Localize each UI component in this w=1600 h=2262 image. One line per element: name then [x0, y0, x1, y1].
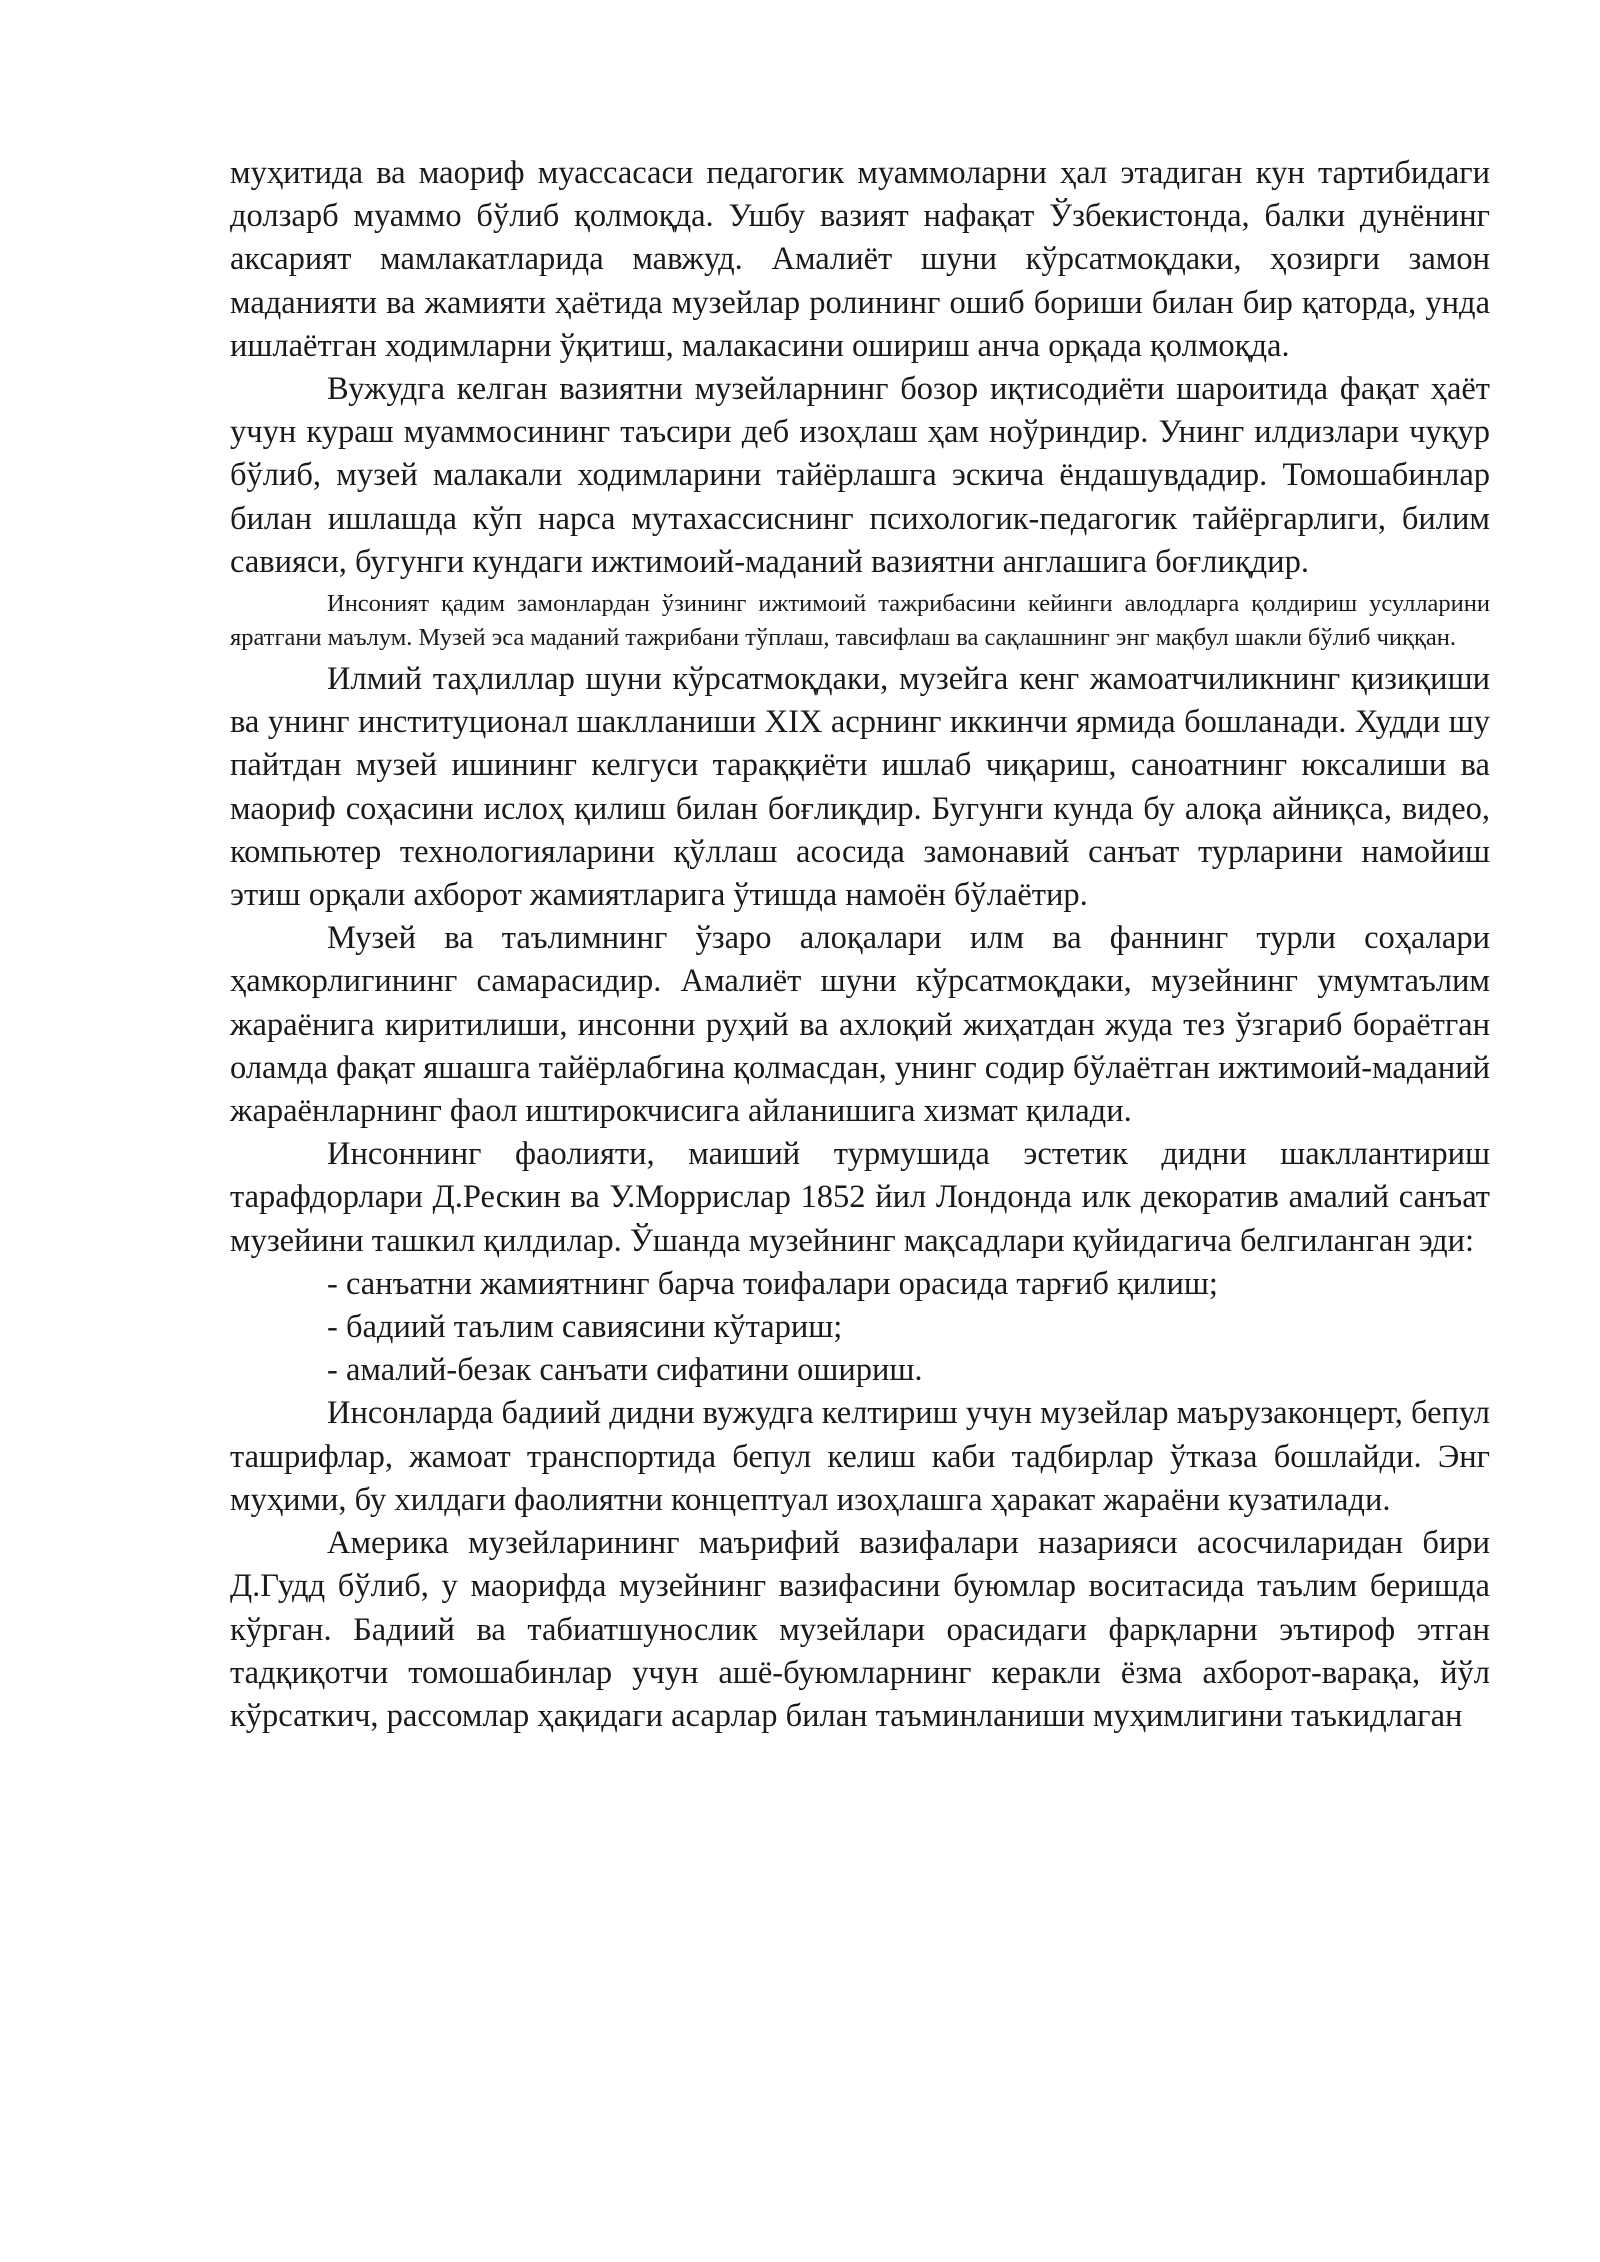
paragraph-1: муҳитида ва маориф муассасаси педагогик муаммоларни ҳал этадиган кун тартибидаги долзарб муаммо бўлиб қолмоқда. Ушбу вазият нафақат Ўзбекистонда, балки дунёнинг аксарият мамлакатларида мавжуд. Амалиёт шуни кўрсатмоқдаки, ҳозирги замон маданияти ва жамияти ҳаётида музейлар ролининг ошиб бориши билан бир қаторда, унда ишлаётган ходимларни ўқитиш, малакасини ошириш анча орқада қолмоқда.	[230, 155, 1490, 364]
paragraph-4: Илмий таҳлиллар шуни кўрсатмоқдаки, музейга кенг жамоатчиликнинг қизиқиши ва унинг институционал шаклланиши XIX асрнинг иккинчи ярмида бошланади. Худди шу пайтдан музей ишининг келгуси тараққиёти ишлаб чиқариш, саноатнинг юксалиши ва маориф соҳасини ислоҳ қилиш билан боғлиқдир. Бугунги кунда бу алоқа айниқса, видео, компьютер технологияларини қўллаш асосида замонавий санъат турларини намойиш этиш орқали ахборот жамиятларига ўтишда намоён бўлаётир.	[230, 661, 1490, 914]
paragraph-6: Инсоннинг фаолияти, маиший турмушида эстетик дидни шакллантириш тарафдорлари Д.Рескин ва У.Моррислар 1852 йил Лондонда илк декоратив амалий санъат музейини ташкил қилдилар. Ўшанда музейнинг мақсадлари қуйидагича белгиланган эди:	[230, 1136, 1490, 1259]
paragraph-2: Вужудга келган вазиятни музейларнинг бозор иқтисодиёти шароитида фақат ҳаёт учун кураш муаммосининг таъсири деб изоҳлаш ҳам ноўриндир. Унинг илдизлари чуқур бўлиб, музей малакали ходимларини тайёрлашга эскича ёндашувдадир. Томошабинлар билан ишлашда кўп нарса мутахассиснинг психологик-педагогик тайёргарлиги, билим савияси, бугунги кундаги ижтимоий-маданий вазиятни англашига боғлиқдир.	[230, 371, 1490, 580]
list-item: - амалий-безак санъати сифатини ошириш.	[327, 1352, 923, 1389]
document-page	[230, 152, 1490, 1738]
paragraph-7: Инсонларда бадиий дидни вужудга келтириш учун музейлар маърузаконцерт, бепул ташрифлар, жамоат транспортида бепул келиш каби тадбирлар ўтказа бошлайди. Энг муҳими, бу хилдаги фаолиятни концептуал изоҳлашга ҳаракат жараёни кузатилади.	[230, 1395, 1490, 1518]
quote-paragraph: Инсоният қадим замонлардан ўзининг ижтимоий тажрибасини кейинги авлодларга қолдириш усулларини яратгани маълум. Музей эса маданий тажрибани тўплаш, тавсифлаш ва сақлашнинг энг мақбул шакли бўлиб чиққан.	[230, 590, 1490, 651]
list-item: - санъатни жамиятнинг барча тоифалари орасида тарғиб қилиш;	[327, 1265, 1218, 1302]
paragraph-5: Музей ва таълимнинг ўзаро алоқалари илм ва фаннинг турли соҳалари ҳамкорлигининг самарасидир. Амалиёт шуни кўрсатмоқдаки, музейнинг умумтаълим жараёнига киритилиши, инсонни руҳий ва ахлоқий жиҳатдан жуда тез ўзгариб бораётган оламда фақат яшашга тайёрлабгина қолмасдан, унинг содир бўлаётган ижтимоий-маданий жараёнларнинг фаол иштирокчисига айланишига хизмат қилади.	[230, 920, 1490, 1130]
list-item: - бадиий таълим савиясини кўтариш;	[327, 1309, 843, 1346]
paragraph-8: Америка музейларининг маърифий вазифалари назарияси асосчиларидан бири Д.Гудд бўлиб, у маорифда музейнинг вазифасини буюмлар воситасида таълим беришда кўрган. Бадиий ва табиатшунослик музейлари орасидаги фарқларни эътироф этган тадқиқотчи томошабинлар учун ашё-буюмларнинг керакли ёзма ахборот-варақа, йўл кўрсаткич, рассомлар ҳақидаги асарлар билан таъминланиши муҳимлигини таъкидлаган	[230, 1525, 1490, 1734]
